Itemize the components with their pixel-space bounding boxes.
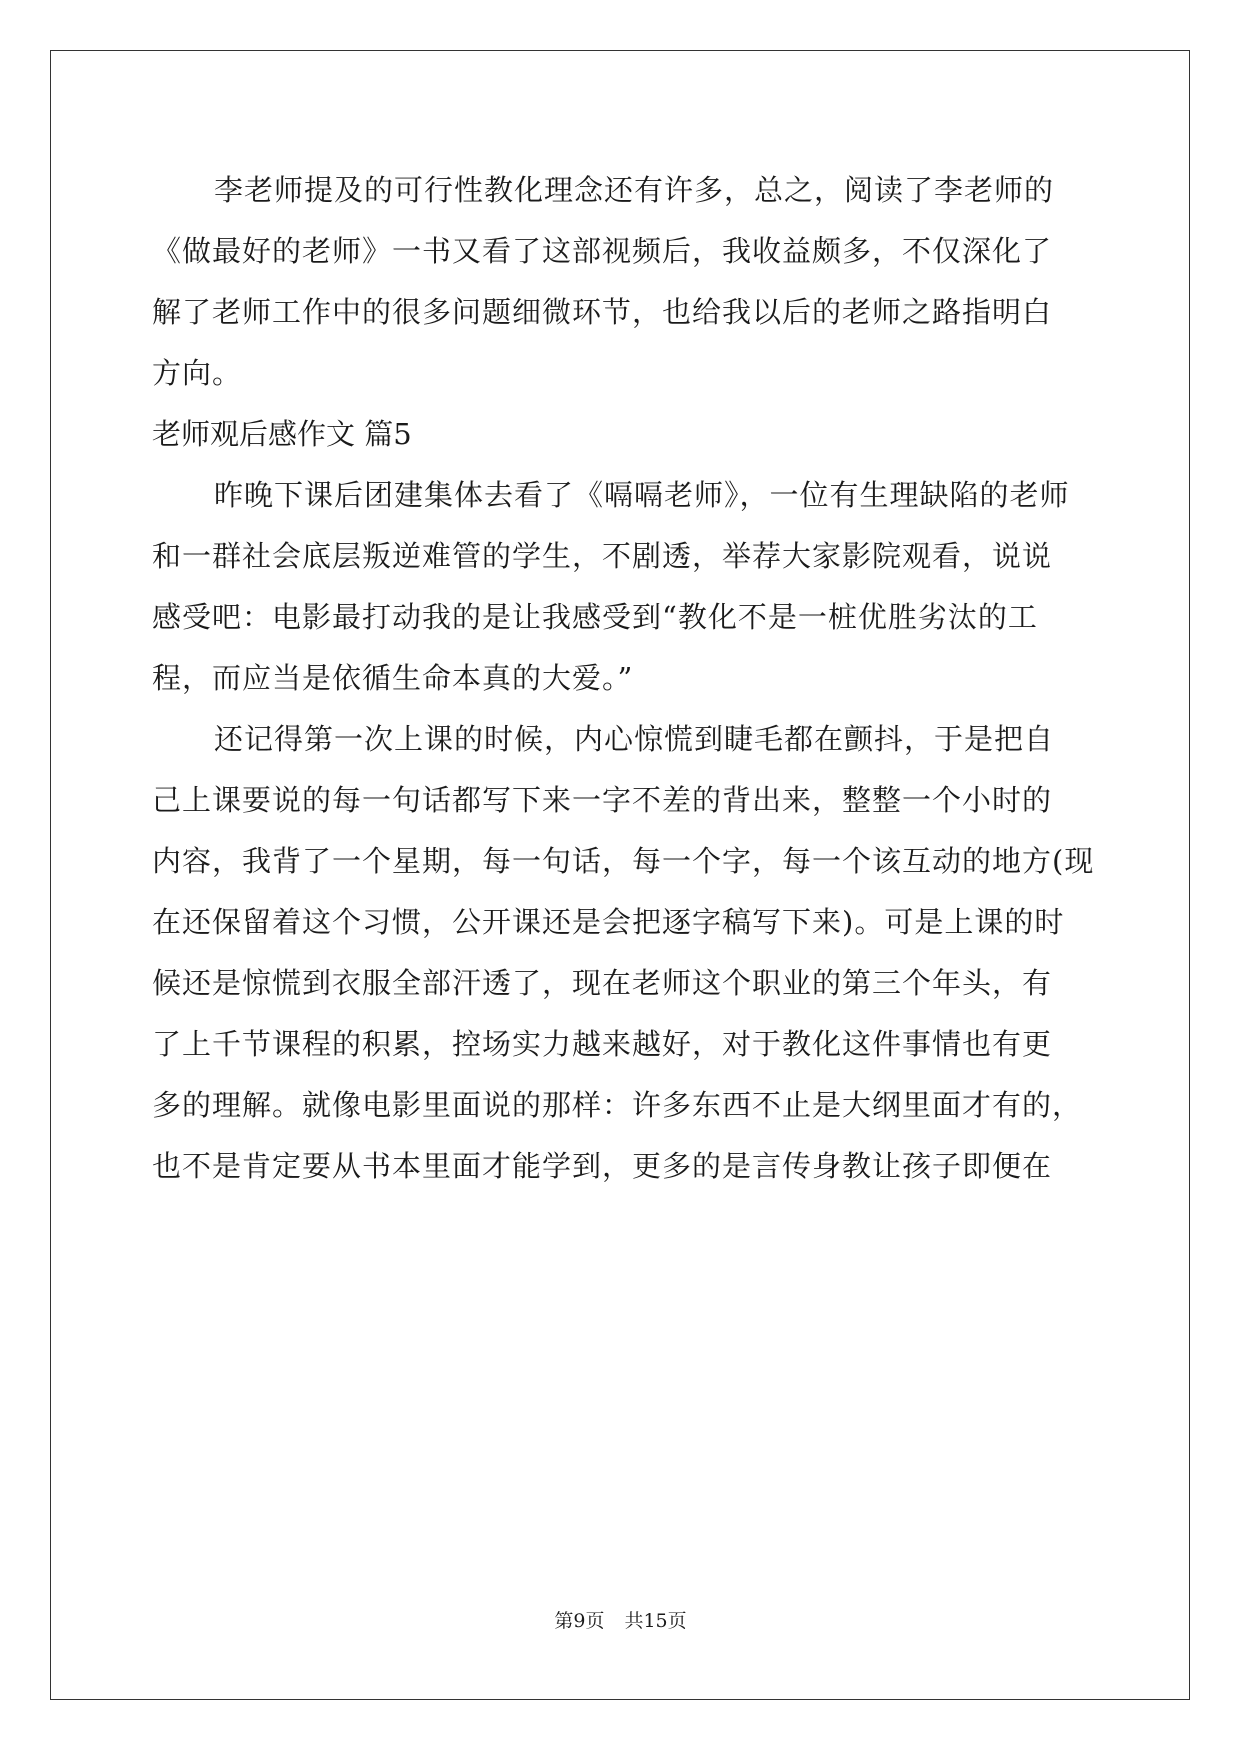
text-line: 还记得第一次上课的时候，内心惊慌到睫毛都在颤抖，于是把自 [214,722,1055,756]
text-line: 程，而应当是依循生命本真的大爱。” [152,661,634,695]
text-line: 方向。 [152,356,243,390]
text-line: 在还保留着这个习惯，公开课还是会把逐字稿写下来)。可是上课的时 [152,905,1065,939]
section-heading: 老师观后感作文 篇5 [152,417,412,451]
text-line: 感受吧：电影最打动我的是让我感受到“教化不是一桩优胜劣汰的工 [152,600,1038,634]
text-line: 内容，我背了一个星期，每一句话，每一个字，每一个该互动的地方(现 [152,844,1095,878]
page-footer [0,1606,1241,1633]
text-line: 昨晚下课后团建集体去看了《嗝嗝老师》，一位有生理缺陷的老师 [214,478,1070,512]
text-line: 《做最好的老师》一书又看了这部视频后，我收益颇多，不仅深化了 [152,234,1053,268]
text-line: 和一群社会底层叛逆难管的学生，不剧透，举荐大家影院观看，说说 [152,539,1053,573]
text-line: 己上课要说的每一句话都写下来一字不差的背出来，整整一个小时的 [152,783,1053,817]
text-line: 多的理解。就像电影里面说的那样：许多东西不止是大纲里面才有的， [152,1088,1083,1122]
text-line: 解了老师工作中的很多问题细微环节，也给我以后的老师之路指明白 [152,295,1053,329]
page-total: 共15页 [624,1610,687,1632]
text-line: 了上千节课程的积累，控场实力越来越好，对于教化这件事情也有更 [152,1027,1053,1061]
text-line: 李老师提及的可行性教化理念还有许多，总之，阅读了李老师的 [214,173,1055,207]
text-line: 也不是肯定要从书本里面才能学到，更多的是言传身教让孩子即便在 [152,1149,1053,1183]
text-line: 候还是惊慌到衣服全部汗透了，现在老师这个职业的第三个年头，有 [152,966,1053,1000]
page-number: 第9页 [554,1610,605,1632]
document-body [152,160,1097,1197]
